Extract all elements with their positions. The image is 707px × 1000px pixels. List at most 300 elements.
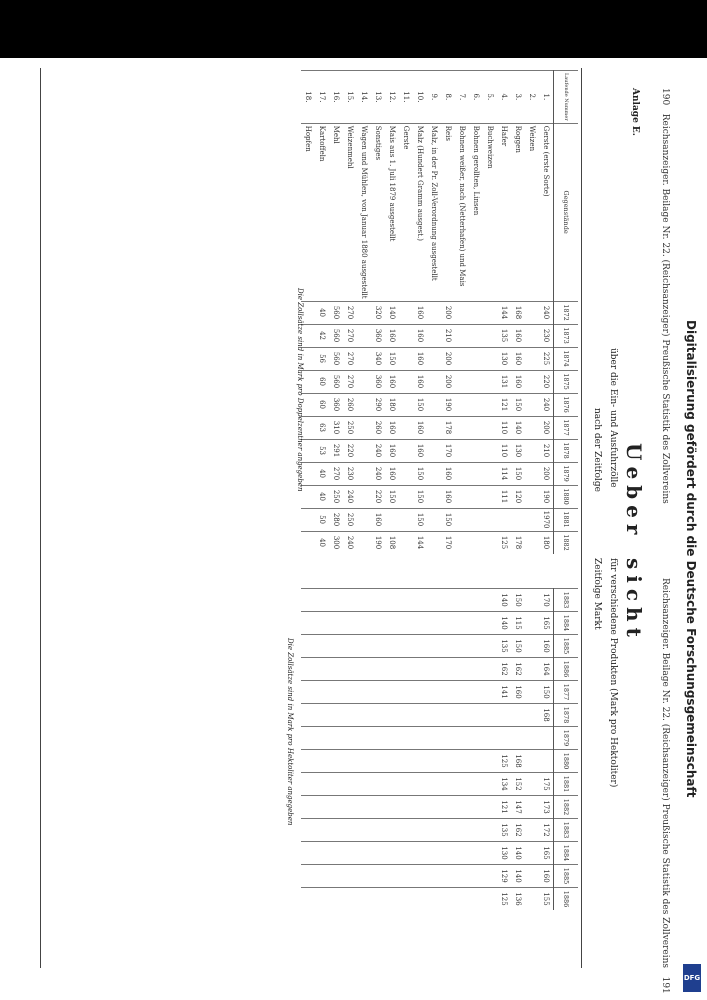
cell-value bbox=[399, 635, 413, 658]
cell-value bbox=[455, 370, 469, 393]
cell-value: 240 bbox=[371, 439, 385, 462]
cell-value: 560 bbox=[329, 301, 343, 324]
cell-value: 270 bbox=[329, 462, 343, 485]
row-number: 18. bbox=[301, 71, 315, 124]
cell-value bbox=[525, 393, 539, 416]
cell-value: 160 bbox=[413, 416, 427, 439]
row-number: 14. bbox=[357, 71, 371, 124]
table-row-right bbox=[525, 589, 539, 911]
cell-value: 144 bbox=[497, 301, 511, 324]
cell-value bbox=[469, 531, 483, 554]
cell-value: 170 bbox=[539, 589, 554, 612]
row-number: 5. bbox=[483, 71, 497, 124]
cell-value bbox=[441, 750, 455, 773]
row-label: Hopfen bbox=[301, 123, 315, 301]
cell-value bbox=[329, 842, 343, 865]
cell-value: 56 bbox=[315, 347, 329, 370]
cell-value bbox=[455, 416, 469, 439]
table-row bbox=[329, 71, 343, 554]
cell-value bbox=[455, 865, 469, 888]
cell-value: 280 bbox=[329, 508, 343, 531]
row-label: Hafer bbox=[497, 123, 511, 301]
cell-value bbox=[329, 773, 343, 796]
cell-value: 560 bbox=[329, 370, 343, 393]
cell-value bbox=[469, 347, 483, 370]
cell-value bbox=[441, 612, 455, 635]
cell-value bbox=[357, 658, 371, 681]
cell-value bbox=[329, 750, 343, 773]
cell-value bbox=[357, 865, 371, 888]
cell-value bbox=[469, 750, 483, 773]
table-row-right bbox=[497, 589, 511, 911]
cell-value bbox=[483, 658, 497, 681]
cell-value: 160 bbox=[441, 462, 455, 485]
cell-value bbox=[427, 370, 441, 393]
table-row bbox=[441, 71, 455, 554]
cell-value bbox=[315, 704, 329, 727]
cell-value: 121 bbox=[497, 796, 511, 819]
row-number: 7. bbox=[455, 71, 469, 124]
cell-value bbox=[469, 416, 483, 439]
cell-value bbox=[315, 842, 329, 865]
cell-value bbox=[399, 796, 413, 819]
row-label: Malz, in der Pr. Zoll-Verordnung ausgestellt bbox=[427, 123, 441, 301]
cell-value: 160 bbox=[385, 416, 399, 439]
cell-value: 120 bbox=[511, 485, 525, 508]
cell-value bbox=[483, 485, 497, 508]
cell-value: 172 bbox=[539, 819, 554, 842]
cell-value bbox=[357, 589, 371, 612]
cell-value: 160 bbox=[385, 439, 399, 462]
document-page bbox=[22, 58, 674, 994]
cell-value bbox=[301, 842, 315, 865]
cell-value: 300 bbox=[329, 531, 343, 554]
cell-value: 210 bbox=[441, 324, 455, 347]
table-row-right bbox=[539, 589, 554, 911]
cell-value bbox=[469, 865, 483, 888]
cell-value: 130 bbox=[497, 347, 511, 370]
cell-value bbox=[427, 773, 441, 796]
cell-value: 150 bbox=[511, 393, 525, 416]
table-header-row-right bbox=[554, 589, 579, 911]
col-header-no: Laufende Nummer bbox=[554, 71, 579, 124]
cell-value: 40 bbox=[315, 485, 329, 508]
cell-value: 40 bbox=[315, 531, 329, 554]
year-header-right: 1883 bbox=[554, 819, 579, 842]
cell-value: 162 bbox=[511, 658, 525, 681]
cell-value bbox=[399, 819, 413, 842]
running-title-right: Reichsanzeiger. Beilage Nr. 22. (Reichsanzeiger) Preußische Statistik des Zollvereins bbox=[660, 578, 670, 968]
cell-value bbox=[525, 704, 539, 727]
dfg-logo: DFG bbox=[683, 964, 701, 992]
cell-value bbox=[525, 865, 539, 888]
cell-value bbox=[315, 681, 329, 704]
row-label: Buchweizen bbox=[483, 123, 497, 301]
year-header-right: 1883 bbox=[554, 589, 579, 612]
row-label: Roggen bbox=[511, 123, 525, 301]
cell-value bbox=[525, 324, 539, 347]
cell-value bbox=[539, 727, 554, 750]
cell-value bbox=[413, 704, 427, 727]
table-row bbox=[399, 71, 413, 554]
cell-value: 110 bbox=[497, 416, 511, 439]
cell-value bbox=[385, 773, 399, 796]
cell-value bbox=[469, 508, 483, 531]
cell-value: 125 bbox=[497, 531, 511, 554]
cell-value bbox=[301, 508, 315, 531]
cell-value bbox=[371, 727, 385, 750]
cell-value bbox=[483, 612, 497, 635]
page-number-right: 191 bbox=[660, 976, 670, 994]
cell-value: 180 bbox=[385, 393, 399, 416]
cell-value bbox=[357, 750, 371, 773]
cell-value: 125 bbox=[497, 888, 511, 911]
cell-value bbox=[399, 439, 413, 462]
cell-value: 290 bbox=[371, 393, 385, 416]
cell-value bbox=[315, 750, 329, 773]
cell-value bbox=[427, 347, 441, 370]
cell-value bbox=[329, 796, 343, 819]
cell-value: 160 bbox=[511, 370, 525, 393]
cell-value: 160 bbox=[441, 485, 455, 508]
cell-value bbox=[315, 589, 329, 612]
cell-value: 131 bbox=[497, 370, 511, 393]
cell-value bbox=[525, 681, 539, 704]
cell-value bbox=[315, 727, 329, 750]
cell-value bbox=[343, 842, 357, 865]
cell-value bbox=[525, 612, 539, 635]
cell-value bbox=[371, 865, 385, 888]
cell-value: 190 bbox=[441, 393, 455, 416]
cell-value bbox=[525, 727, 539, 750]
year-header-left: 1874 bbox=[554, 347, 579, 370]
cell-value bbox=[469, 301, 483, 324]
cell-value: 220 bbox=[371, 485, 385, 508]
header-right bbox=[660, 578, 670, 994]
cell-value: 136 bbox=[511, 888, 525, 911]
cell-value: 162 bbox=[497, 658, 511, 681]
cell-value bbox=[301, 635, 315, 658]
cell-value bbox=[483, 439, 497, 462]
cell-value bbox=[455, 531, 469, 554]
cell-value bbox=[399, 681, 413, 704]
footer-credit bbox=[682, 320, 702, 980]
cell-value: 140 bbox=[497, 589, 511, 612]
year-header-left: 1881 bbox=[554, 508, 579, 531]
cell-value bbox=[399, 704, 413, 727]
cell-value bbox=[357, 612, 371, 635]
cell-value: 125 bbox=[497, 750, 511, 773]
cell-value bbox=[357, 508, 371, 531]
year-header-right: 1882 bbox=[554, 796, 579, 819]
cell-value bbox=[301, 658, 315, 681]
cell-value bbox=[441, 658, 455, 681]
cell-value: 140 bbox=[511, 416, 525, 439]
cell-value: 150 bbox=[441, 508, 455, 531]
cell-value bbox=[497, 508, 511, 531]
cell-value bbox=[329, 658, 343, 681]
cell-value: 200 bbox=[441, 301, 455, 324]
cell-value: 150 bbox=[511, 462, 525, 485]
row-label: Reis bbox=[441, 123, 455, 301]
cell-value: 150 bbox=[413, 485, 427, 508]
cell-value bbox=[343, 727, 357, 750]
cell-value: 147 bbox=[511, 796, 525, 819]
cell-value bbox=[329, 681, 343, 704]
cell-value bbox=[455, 589, 469, 612]
cell-value bbox=[483, 301, 497, 324]
cell-value: 240 bbox=[539, 301, 554, 324]
cell-value bbox=[525, 301, 539, 324]
cell-value bbox=[329, 888, 343, 911]
tariff-table-right bbox=[301, 588, 578, 910]
year-header-right: 1879 bbox=[554, 727, 579, 750]
cell-value bbox=[427, 635, 441, 658]
table-header-row bbox=[554, 71, 579, 554]
cell-value bbox=[371, 658, 385, 681]
cell-value: 360 bbox=[371, 370, 385, 393]
cell-value bbox=[329, 865, 343, 888]
cell-value bbox=[413, 750, 427, 773]
cell-value bbox=[483, 819, 497, 842]
cell-value bbox=[539, 750, 554, 773]
year-header-left: 1875 bbox=[554, 370, 579, 393]
cell-value bbox=[469, 393, 483, 416]
table-row bbox=[497, 71, 511, 554]
cell-value: 160 bbox=[413, 439, 427, 462]
cell-value: 110 bbox=[497, 439, 511, 462]
cell-value: 250 bbox=[329, 485, 343, 508]
cell-value bbox=[427, 658, 441, 681]
subtitle-left-2: nach der Zeitfolge bbox=[592, 408, 602, 492]
cell-value bbox=[315, 796, 329, 819]
cell-value bbox=[427, 612, 441, 635]
cell-value: 140 bbox=[497, 612, 511, 635]
cell-value: 190 bbox=[371, 531, 385, 554]
cell-value bbox=[301, 750, 315, 773]
cell-value: 360 bbox=[329, 393, 343, 416]
cell-value bbox=[399, 865, 413, 888]
cell-value: 178 bbox=[441, 416, 455, 439]
col-header-goods: Gegenstände bbox=[554, 123, 579, 301]
cell-value bbox=[525, 796, 539, 819]
cell-value: 150 bbox=[385, 485, 399, 508]
cell-value bbox=[413, 773, 427, 796]
cell-value bbox=[357, 704, 371, 727]
cell-value bbox=[455, 508, 469, 531]
cell-value: 160 bbox=[511, 324, 525, 347]
cell-value bbox=[525, 773, 539, 796]
cell-value bbox=[315, 635, 329, 658]
cell-value bbox=[315, 865, 329, 888]
cell-value: 162 bbox=[511, 819, 525, 842]
title-right: sicht bbox=[622, 558, 646, 643]
cell-value bbox=[343, 750, 357, 773]
cell-value: 178 bbox=[511, 531, 525, 554]
cell-value: 160 bbox=[539, 865, 554, 888]
table-row bbox=[413, 71, 427, 554]
table-row bbox=[483, 71, 497, 554]
row-label: Mehl bbox=[329, 123, 343, 301]
table-row bbox=[511, 71, 525, 554]
cell-value bbox=[483, 773, 497, 796]
table-row bbox=[357, 71, 371, 554]
cell-value: 230 bbox=[343, 462, 357, 485]
cell-value bbox=[385, 704, 399, 727]
running-title-left: Reichsanzeiger. Beilage Nr. 22. (Reichsanzeiger) Preußische Statistik des Zollvereins bbox=[660, 113, 670, 504]
cell-value: 160 bbox=[413, 347, 427, 370]
row-number: 11. bbox=[399, 71, 413, 124]
cell-value bbox=[455, 658, 469, 681]
cell-value: 135 bbox=[497, 819, 511, 842]
cell-value: 135 bbox=[497, 635, 511, 658]
cell-value: 160 bbox=[511, 681, 525, 704]
cell-value: 250 bbox=[343, 416, 357, 439]
title-left: Ueber bbox=[622, 443, 646, 541]
cell-value bbox=[399, 508, 413, 531]
subtitle-right-2: Zeitfolge Markt bbox=[592, 558, 602, 630]
cell-value bbox=[399, 750, 413, 773]
year-header-right: 1877 bbox=[554, 681, 579, 704]
cell-value bbox=[455, 704, 469, 727]
cell-value: 141 bbox=[497, 681, 511, 704]
cell-value bbox=[469, 370, 483, 393]
cell-value: 560 bbox=[329, 347, 343, 370]
cell-value: 160 bbox=[413, 324, 427, 347]
cell-value bbox=[399, 531, 413, 554]
cell-value bbox=[427, 704, 441, 727]
subtitle-right: für verschiedene Produkten (Mark pro Hektoliter) bbox=[608, 558, 618, 788]
cell-value bbox=[357, 462, 371, 485]
cell-value bbox=[385, 681, 399, 704]
cell-value bbox=[455, 750, 469, 773]
table-row-right bbox=[343, 589, 357, 911]
cell-value: 200 bbox=[441, 347, 455, 370]
cell-value: 168 bbox=[511, 750, 525, 773]
cell-value bbox=[343, 635, 357, 658]
cell-value bbox=[357, 301, 371, 324]
cell-value: 164 bbox=[539, 658, 554, 681]
cell-value: 360 bbox=[371, 324, 385, 347]
cell-value bbox=[469, 773, 483, 796]
cell-value bbox=[525, 370, 539, 393]
cell-value bbox=[483, 704, 497, 727]
cell-value: 180 bbox=[539, 531, 554, 554]
table-row-right bbox=[427, 589, 441, 911]
row-label: Gerste bbox=[399, 123, 413, 301]
cell-value: 115 bbox=[511, 612, 525, 635]
cell-value bbox=[525, 750, 539, 773]
table-row-right bbox=[483, 589, 497, 911]
year-header-right: 1880 bbox=[554, 750, 579, 773]
row-label: Weizenmehl bbox=[343, 123, 357, 301]
cell-value bbox=[399, 370, 413, 393]
cell-value: 130 bbox=[511, 439, 525, 462]
cell-value: 270 bbox=[343, 301, 357, 324]
year-header-left: 1877 bbox=[554, 416, 579, 439]
cell-value: 240 bbox=[371, 462, 385, 485]
cell-value: 160 bbox=[385, 370, 399, 393]
table-row bbox=[315, 71, 329, 554]
cell-value bbox=[441, 819, 455, 842]
cell-value bbox=[413, 589, 427, 612]
table-row-right bbox=[399, 589, 413, 911]
cell-value bbox=[441, 589, 455, 612]
cell-value: 160 bbox=[539, 635, 554, 658]
cell-value bbox=[469, 681, 483, 704]
cell-value bbox=[315, 773, 329, 796]
cell-value: 155 bbox=[539, 888, 554, 911]
cell-value bbox=[413, 658, 427, 681]
cell-value: 165 bbox=[539, 842, 554, 865]
cell-value bbox=[455, 462, 469, 485]
cell-value bbox=[511, 508, 525, 531]
cell-value: 240 bbox=[343, 531, 357, 554]
cell-value: 135 bbox=[497, 324, 511, 347]
cell-value bbox=[469, 589, 483, 612]
cell-value: 130 bbox=[497, 842, 511, 865]
cell-value bbox=[413, 865, 427, 888]
table-row bbox=[427, 71, 441, 554]
cell-value bbox=[427, 681, 441, 704]
cell-value bbox=[357, 681, 371, 704]
cell-value bbox=[483, 324, 497, 347]
cell-value bbox=[427, 819, 441, 842]
cell-value bbox=[329, 635, 343, 658]
cell-value bbox=[371, 842, 385, 865]
cell-value bbox=[301, 865, 315, 888]
cell-value bbox=[427, 888, 441, 911]
cell-value: 111 bbox=[497, 485, 511, 508]
cell-value bbox=[357, 370, 371, 393]
year-header-right: 1886 bbox=[554, 658, 579, 681]
cell-value bbox=[469, 439, 483, 462]
cell-value: 200 bbox=[539, 462, 554, 485]
row-number: 2. bbox=[525, 71, 539, 124]
cell-value: 150 bbox=[385, 347, 399, 370]
cell-value bbox=[343, 796, 357, 819]
cell-value: 140 bbox=[385, 301, 399, 324]
cell-value: 270 bbox=[343, 370, 357, 393]
cell-value bbox=[399, 842, 413, 865]
cell-value bbox=[315, 612, 329, 635]
cell-value bbox=[483, 888, 497, 911]
cell-value: 220 bbox=[539, 370, 554, 393]
cell-value bbox=[371, 635, 385, 658]
cell-value bbox=[455, 347, 469, 370]
scan-left-margin bbox=[0, 58, 18, 1000]
cell-value bbox=[525, 485, 539, 508]
row-label: Weizen bbox=[525, 123, 539, 301]
cell-value bbox=[427, 462, 441, 485]
cell-value bbox=[483, 416, 497, 439]
cell-value bbox=[329, 819, 343, 842]
cell-value bbox=[483, 796, 497, 819]
cell-value: 200 bbox=[441, 370, 455, 393]
year-header-left: 1880 bbox=[554, 485, 579, 508]
cell-value: 60 bbox=[315, 393, 329, 416]
cell-value bbox=[525, 658, 539, 681]
cell-value bbox=[413, 888, 427, 911]
cell-value bbox=[427, 531, 441, 554]
tariff-table-left bbox=[301, 70, 578, 554]
cell-value: 190 bbox=[539, 485, 554, 508]
year-header-left: 1882 bbox=[554, 531, 579, 554]
cell-value bbox=[455, 727, 469, 750]
cell-value bbox=[399, 416, 413, 439]
cell-value bbox=[427, 439, 441, 462]
cell-value bbox=[455, 301, 469, 324]
